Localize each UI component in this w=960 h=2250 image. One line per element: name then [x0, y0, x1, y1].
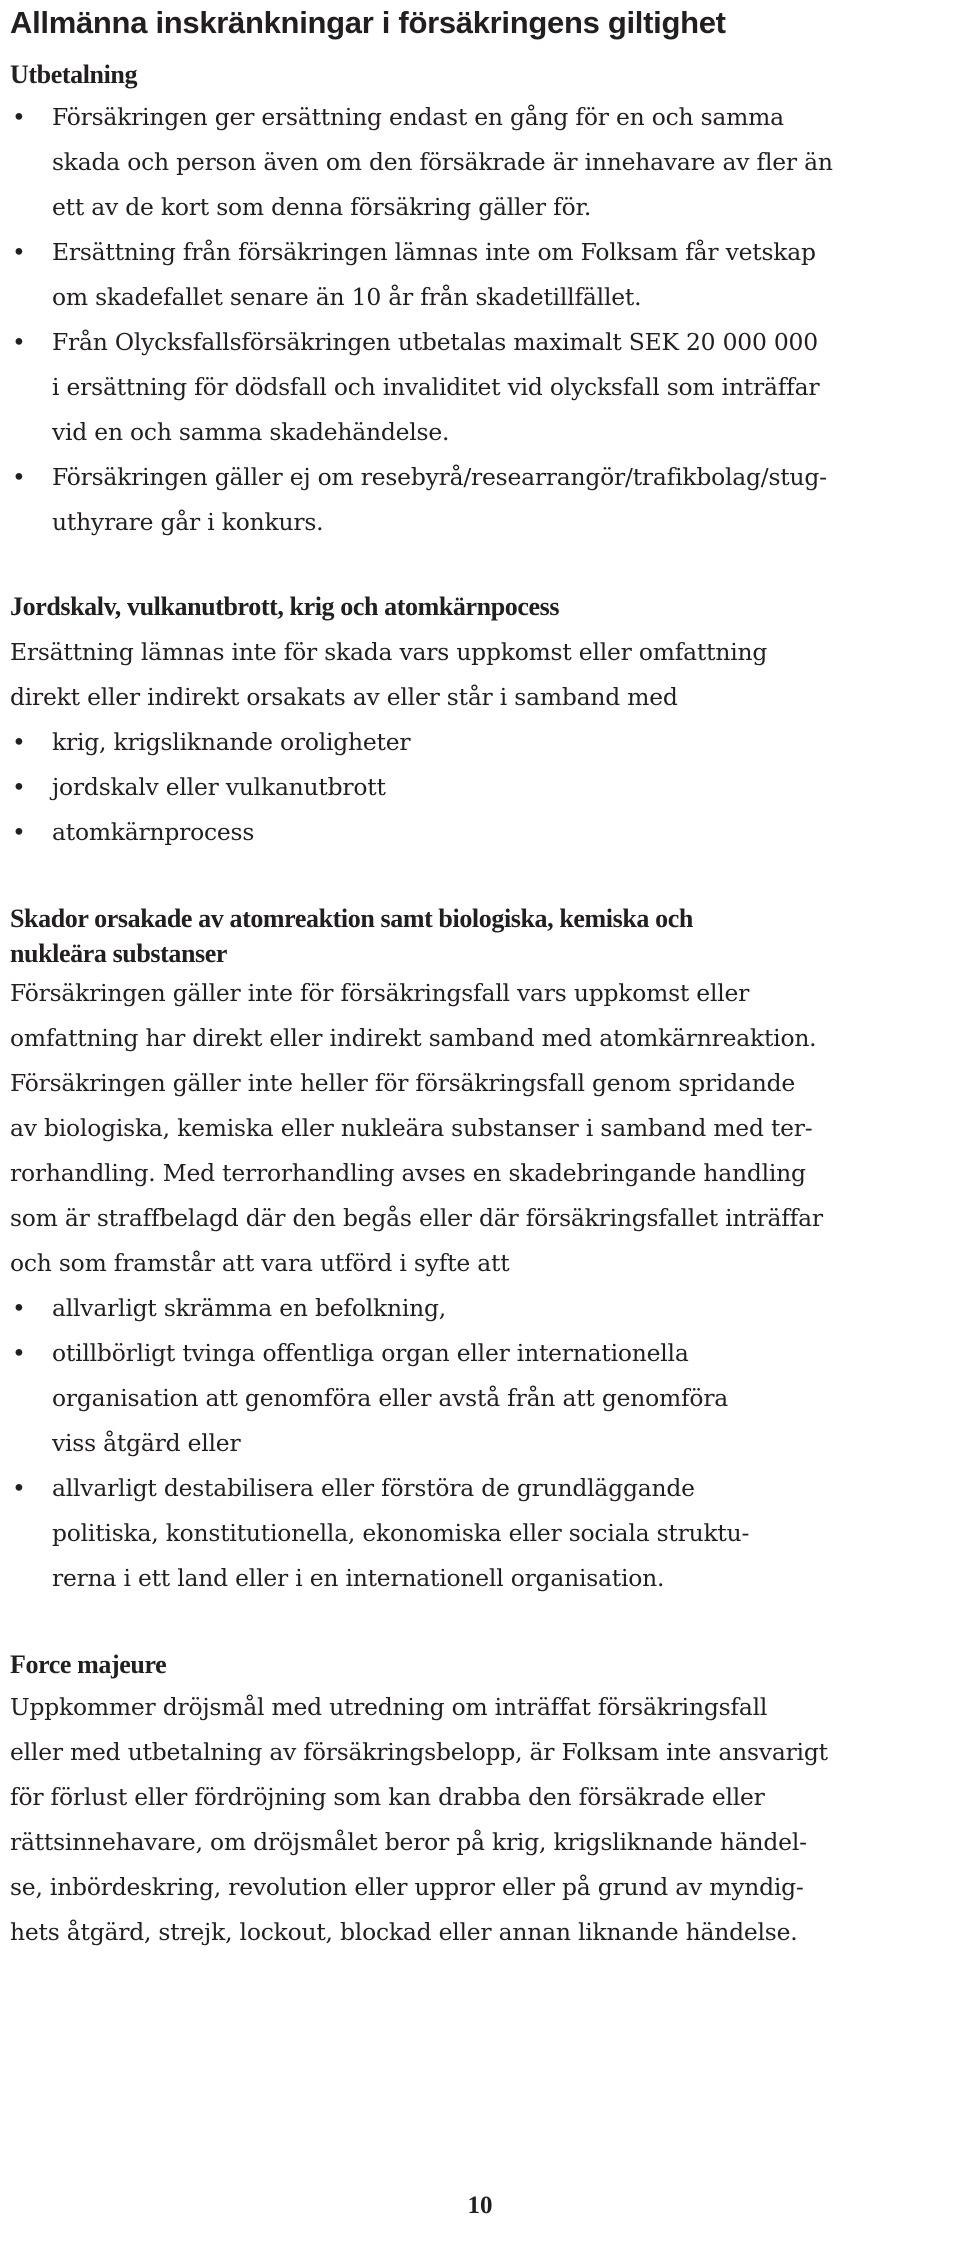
text-line: om skadefallet senare än 10 år från skadetillfället.	[52, 283, 642, 311]
bullet-item	[10, 320, 955, 455]
section-jordskalv	[10, 589, 955, 855]
bullet-item	[10, 1286, 955, 1331]
bullet-item	[10, 765, 955, 810]
bullet-icon: •	[12, 103, 26, 131]
page-title: Allmänna inskränkningar i försäkringens giltighet	[10, 5, 726, 40]
bullet-item	[10, 230, 955, 320]
bullet-item	[10, 455, 955, 545]
text-line: organisation att genomföra eller avstå från att genomföra	[52, 1384, 729, 1412]
section-atomreaktion	[10, 901, 955, 1601]
section-utbetalning	[10, 57, 955, 545]
text-line: Försäkringen gäller inte heller för försäkringsfall genom spridande	[10, 1069, 795, 1097]
text-line: Försäkringen ger ersättning endast en gång för en och samma	[52, 103, 784, 131]
section-heading: Force majeure	[10, 1650, 167, 1679]
text-line: viss åtgärd eller	[52, 1429, 241, 1457]
text-line: Uppkommer dröjsmål med utredning om inträffat försäkringsfall	[10, 1693, 768, 1721]
bullet-icon: •	[12, 238, 26, 266]
text-line: allvarligt destabilisera eller förstöra de grundläggande	[52, 1474, 695, 1502]
text-line: skada och person även om den försäkrade är innehavare av fler än	[52, 148, 833, 176]
text-line: Försäkringen gäller inte för försäkringsfall vars uppkomst eller	[10, 979, 750, 1007]
text-line: och som framstår att vara utförd i syfte att	[10, 1249, 510, 1277]
text-line: direkt eller indirekt orsakats av eller står i samband med	[10, 683, 678, 711]
text-line: i ersättning för dödsfall och invaliditet vid olycksfall som inträffar	[52, 373, 820, 401]
text-line: av biologiska, kemiska eller nukleära substanser i samband med ter-	[10, 1114, 813, 1142]
text-line: för förlust eller fördröjning som kan drabba den försäkrade eller	[10, 1783, 765, 1811]
bullet-icon: •	[12, 1339, 26, 1367]
text-line: allvarligt skrämma en befolkning,	[52, 1294, 447, 1322]
text-line: uthyrare går i konkurs.	[52, 508, 324, 536]
text-line: atomkärnprocess	[52, 818, 255, 846]
paragraph	[10, 630, 955, 720]
text-line: ett av de kort som denna försäkring gäller för.	[52, 193, 592, 221]
document-page	[10, 0, 955, 1955]
text-line: Försäkringen gäller ej om resebyrå/researrangör/trafikbolag/stug-	[52, 463, 827, 491]
bullet-list	[10, 95, 955, 545]
text-line: rättsinnehavare, om dröjsmålet beror på krig, krigsliknande händel-	[10, 1828, 807, 1856]
text-line: Ersättning från försäkringen lämnas inte om Folksam får vetskap	[52, 238, 816, 266]
text-line: rerna i ett land eller i en internationell organisation.	[52, 1564, 665, 1592]
heading-line: nukleära substanser	[10, 939, 228, 968]
bullet-list	[10, 720, 955, 855]
text-line: vid en och samma skadehändelse.	[52, 418, 450, 446]
section-heading: Utbetalning	[10, 60, 138, 89]
bullet-icon: •	[12, 1474, 26, 1502]
bullet-icon: •	[12, 773, 26, 801]
text-line: omfattning har direkt eller indirekt samband med atomkärnreaktion.	[10, 1024, 817, 1052]
bullet-item	[10, 720, 955, 765]
bullet-icon: •	[12, 328, 26, 356]
bullet-icon: •	[12, 728, 26, 756]
section-heading: Jordskalv, vulkanutbrott, krig och atomkärnpocess	[10, 592, 560, 621]
section-heading	[10, 901, 955, 971]
text-line: Ersättning lämnas inte för skada vars uppkomst eller omfattning	[10, 638, 768, 666]
paragraph	[10, 1685, 955, 1955]
text-line: krig, krigsliknande oroligheter	[52, 728, 411, 756]
text-line: eller med utbetalning av försäkringsbelopp, är Folksam inte ansvarigt	[10, 1738, 828, 1766]
bullet-item	[10, 810, 955, 855]
text-line: som är straffbelagd där den begås eller där försäkringsfallet inträffar	[10, 1204, 823, 1232]
text-line: hets åtgärd, strejk, lockout, blockad eller annan liknande händelse.	[10, 1918, 798, 1946]
heading-line: Skador orsakade av atomreaktion samt biologiska, kemiska och	[10, 904, 693, 933]
bullet-item	[10, 1331, 955, 1466]
text-line: otillbörligt tvinga offentliga organ eller internationella	[52, 1339, 689, 1367]
page-number: 10	[467, 2192, 493, 2219]
bullet-list	[10, 1286, 955, 1601]
bullet-icon: •	[12, 463, 26, 491]
bullet-icon: •	[12, 1294, 26, 1322]
section-force-majeure	[10, 1647, 955, 1955]
text-line: se, inbördeskring, revolution eller uppror eller på grund av myndig-	[10, 1873, 804, 1901]
bullet-item	[10, 95, 955, 230]
text-line: politiska, konstitutionella, ekonomiska eller sociala struktu-	[52, 1519, 750, 1547]
bullet-item	[10, 1466, 955, 1601]
text-line: jordskalv eller vulkanutbrott	[52, 773, 386, 801]
paragraph	[10, 971, 955, 1286]
text-line: rorhandling. Med terrorhandling avses en skadebringande handling	[10, 1159, 806, 1187]
text-line: Från Olycksfallsförsäkringen utbetalas maximalt SEK 20 000 000	[52, 328, 818, 356]
bullet-icon: •	[12, 818, 26, 846]
